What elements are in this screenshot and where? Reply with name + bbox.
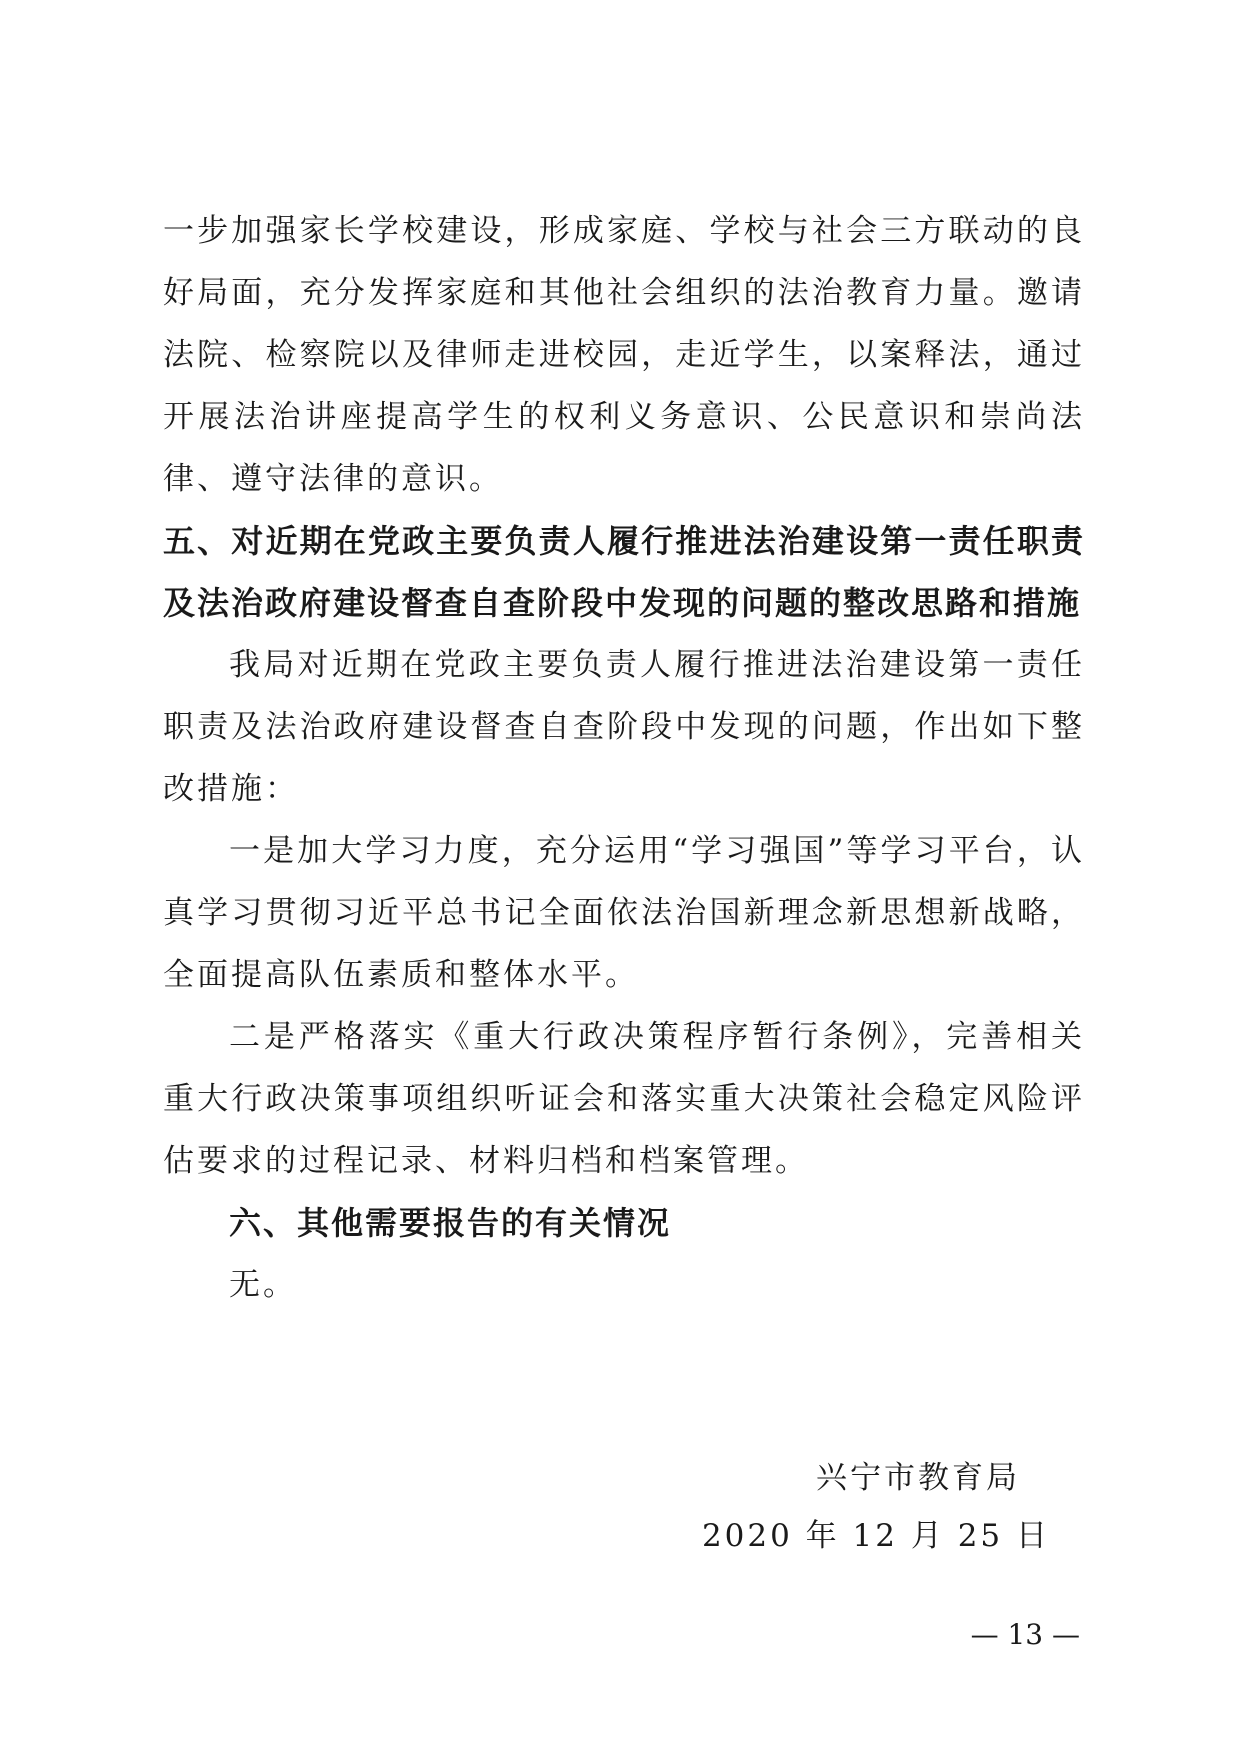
document-body <box>163 200 1085 1316</box>
paragraph-rectification-intro: 我局对近期在党政主要负责人履行推进法治建设第一责任职责及法治政府建设督查自查阶段中发现的问题，作出如下整改措施： <box>163 647 1085 807</box>
paragraph-none: 无。 <box>229 1267 297 1303</box>
paragraph-continuation: 一步加强家长学校建设，形成家庭、学校与社会三方联动的良好局面，充分发挥家庭和其他社会组织的法治教育力量。邀请法院、检察院以及律师走进校园，走近学生，以案释法，通过开展法治讲座提高学生的权利义务意识、公民意识和崇尚法律、遵守法律的意识。 <box>163 213 1085 497</box>
section-heading-5: 五、对近期在党政主要负责人履行推进法治建设第一责任职责及法治政府建设督查自查阶段中发现的问题的整改思路和措施 <box>163 522 1085 622</box>
paragraph-measure-2: 二是严格落实《重大行政决策程序暂行条例》，完善相关重大行政决策事项组织听证会和落实重大决策社会稳定风险评估要求的过程记录、材料归档和档案管理。 <box>163 1019 1085 1179</box>
signature-organization: 兴宁市教育局 <box>816 1460 1020 1496</box>
paragraph-measure-1: 一是加大学习力度，充分运用“学习强国”等学习平台，认真学习贯彻习近平总书记全面依法治国新理念新思想新战略，全面提高队伍素质和整体水平。 <box>163 833 1085 993</box>
page-number: — 13 — <box>970 1618 1080 1651</box>
signature-date: 2020 年 12 月 25 日 <box>701 1518 1050 1554</box>
section-heading-6: 六、其他需要报告的有关情况 <box>229 1204 672 1242</box>
